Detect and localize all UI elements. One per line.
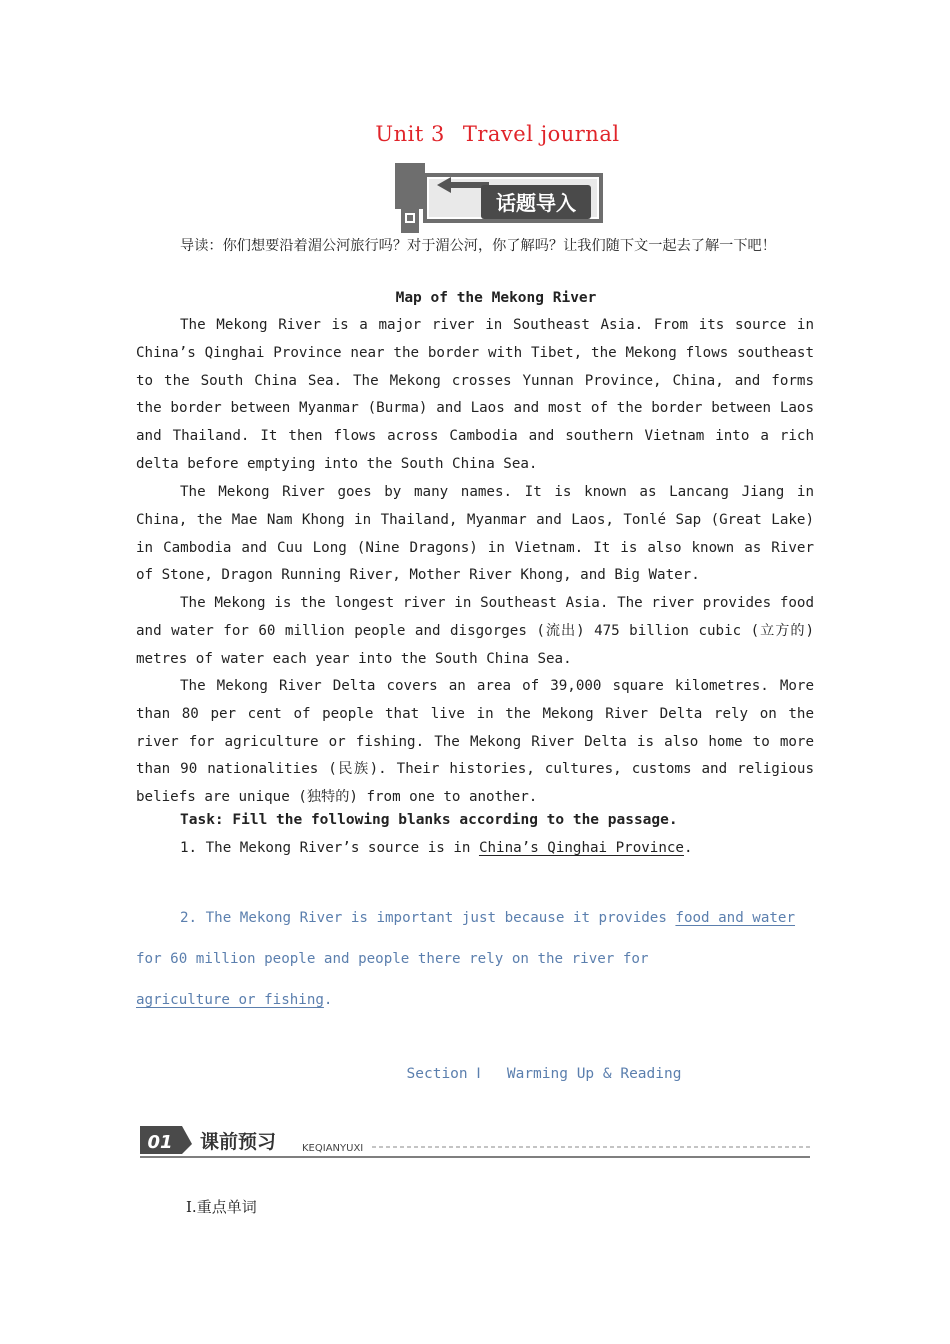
task-instruction: Task: Fill the following blanks according to the passage.: [180, 812, 678, 828]
banner-label: 话题导入: [496, 191, 576, 215]
pointing-hand-icon: [395, 163, 425, 233]
paragraph-2: The Mekong River goes by many names. It is known as Lancang Jiang in China, the Mae Nam Khong in Thailand, Myanmar and Laos, Tonlé Sap (Great Lake) in Cambodia and Cuu Long (Nine Dragons) in Vietnam. It is also known as River of Stone, Dragon Running River, Mother River Khong, and Big Water.: [136, 484, 814, 584]
question-2-line-1: [180, 910, 795, 926]
section-name: Warming Up & Reading: [506, 1066, 682, 1082]
q2-answer-1: food and water: [675, 910, 796, 926]
question-2-line-3: [136, 992, 332, 1008]
subsection-heading: Ⅰ.重点单词: [186, 1198, 257, 1216]
passage-title: Map of the Mekong River: [395, 290, 597, 306]
q2-prefix: 2. The Mekong River is important just because it provides: [180, 910, 676, 926]
topic-intro-banner: [393, 163, 605, 235]
q1-suffix: .: [683, 840, 693, 856]
q1-answer: China’s Qinghai Province: [478, 840, 684, 856]
paragraph-1: The Mekong River is a major river in Southeast Asia. From its source in China’s Qinghai Province near the border with Tibet, the Mekong flows southeast to the South China Sea. The Mekong crosses Yunnan Province, China, and forms the border between Myanmar (Burma) and Laos and most of the border between Laos and Thailand. It then flows across Cambodia and southern Vietnam into a rich delta before emptying into the South China Sea.: [136, 317, 814, 472]
preview-pinyin: KEQIANYUXI: [302, 1143, 364, 1154]
section-label: Section Ⅰ: [406, 1066, 481, 1082]
question-2-line-2: for 60 million people and people there rely on the river for: [136, 951, 649, 967]
unit-number: Unit 3: [375, 122, 445, 146]
unit-name: Travel journal: [462, 122, 620, 146]
q2-suffix: .: [323, 992, 333, 1008]
preview-title: 课前预习: [200, 1131, 277, 1153]
preview-number: 01: [147, 1132, 173, 1153]
paragraph-4: The Mekong River Delta covers an area of 39,000 square kilometres. More than 80 per cent of people that live in the Mekong River Delta rely on the river for agriculture or fishing. The Mekong River Delta is also home to more than 90 nationalities (民族). Their histories, cultures, customs and religious beliefs are unique (独特的) from one to another.: [136, 678, 814, 806]
unit-title: [0, 122, 950, 146]
question-1: [180, 840, 693, 856]
intro-text: 导读：你们想要沿着湄公河旅行吗？对于湄公河，你了解吗？让我们随下文一起去了解一下吧！: [180, 238, 776, 254]
paragraph-3: The Mekong is the longest river in Southeast Asia. The river provides food and water for 60 million people and disgorges (流出) 475 billion cubic (立方的) metres of water each year into the South China Sea.: [136, 595, 814, 667]
q2-answer-2: agriculture or fishing: [136, 992, 324, 1008]
section-heading: [136, 1066, 950, 1082]
q1-prefix: 1. The Mekong River’s source is in: [180, 840, 479, 856]
preview-header-bar: [138, 1124, 812, 1160]
